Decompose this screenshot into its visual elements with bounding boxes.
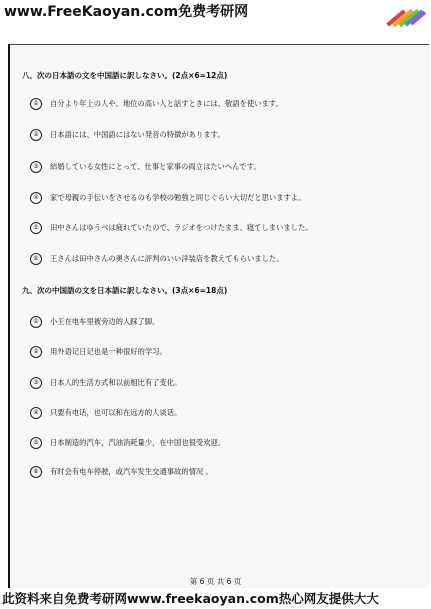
item-text: 日本語には、中国語にはない発音の特徴があります。 xyxy=(50,130,225,139)
site-logo-icon xyxy=(383,2,427,32)
s8-item-6 xyxy=(30,253,284,265)
page-number: 第 6 页 共 6 页 xyxy=(189,577,242,586)
s9-item-1 xyxy=(30,316,159,328)
s9-item-3 xyxy=(30,377,181,389)
item-text: 家で母親の手伝いをさせるのも学校の勉強と同じぐらい大切だと思いますよ。 xyxy=(50,193,306,202)
footer-banner[interactable]: 此资料来自免费考研网www.freekaoyan.com热心网友提供大大 xyxy=(0,588,431,609)
item-text: 只要有电话，也可以和在远方的人谈话。 xyxy=(50,408,182,417)
s9-item-5 xyxy=(30,437,225,449)
s9-item-2 xyxy=(30,346,167,358)
item-text: 小王在电车里被旁边的人踩了脚。 xyxy=(50,317,160,326)
item-number: ④ xyxy=(30,192,42,204)
section-8-title: 八、次の日本語の文を中国語に訳しなさい。(2点×6=12点) xyxy=(22,71,228,80)
item-number: ① xyxy=(30,316,42,328)
item-number: ④ xyxy=(30,407,42,419)
section-9-title: 九、次の中国語の文を日本語に訳しなさい。(3点×6=18点) xyxy=(22,286,228,295)
item-number: ③ xyxy=(30,161,42,173)
item-text: 有时会有电车停驶，或汽车发生交通事故的情况 。 xyxy=(50,467,213,476)
s8-item-3 xyxy=(30,161,261,173)
item-number: ② xyxy=(30,129,42,141)
site-header[interactable]: www.FreeKaoyan.com免费考研网 xyxy=(4,4,249,20)
item-text: 王さんは田中さんの奥さんに評判のいい洋装店を教えてもらいました。 xyxy=(50,254,284,263)
item-text: 結婚している女性にとって、仕事と家事の両立はたいへんです。 xyxy=(50,162,261,171)
item-text: 自分より年上の人や、地位の高い人と話すときには、敬語を使います。 xyxy=(50,99,283,108)
s9-item-4 xyxy=(30,407,181,419)
item-text: 用外语记日记也是一种很好的学习。 xyxy=(50,347,167,356)
item-number: ② xyxy=(30,346,42,358)
s9-item-6 xyxy=(30,466,213,478)
item-text: 田中さんはゆうべは疲れていたので、ラジオをつけたまま、寝てしまいました。 xyxy=(50,223,313,232)
item-text: 日本人的生活方式和以前相比有了变化。 xyxy=(50,378,182,387)
item-number: ⑥ xyxy=(30,253,42,265)
s8-item-1 xyxy=(30,98,283,110)
s8-item-4 xyxy=(30,192,305,204)
item-text: 日本制造的汽车，汽油消耗量少，在中国也很受欢迎。 xyxy=(50,438,226,447)
item-number: ⑤ xyxy=(30,437,42,449)
item-number: ⑤ xyxy=(30,222,42,234)
s8-item-2 xyxy=(30,129,225,141)
item-number: ① xyxy=(30,98,42,110)
item-number: ⑥ xyxy=(30,466,42,478)
s8-item-5 xyxy=(30,222,313,234)
item-number: ③ xyxy=(30,377,42,389)
